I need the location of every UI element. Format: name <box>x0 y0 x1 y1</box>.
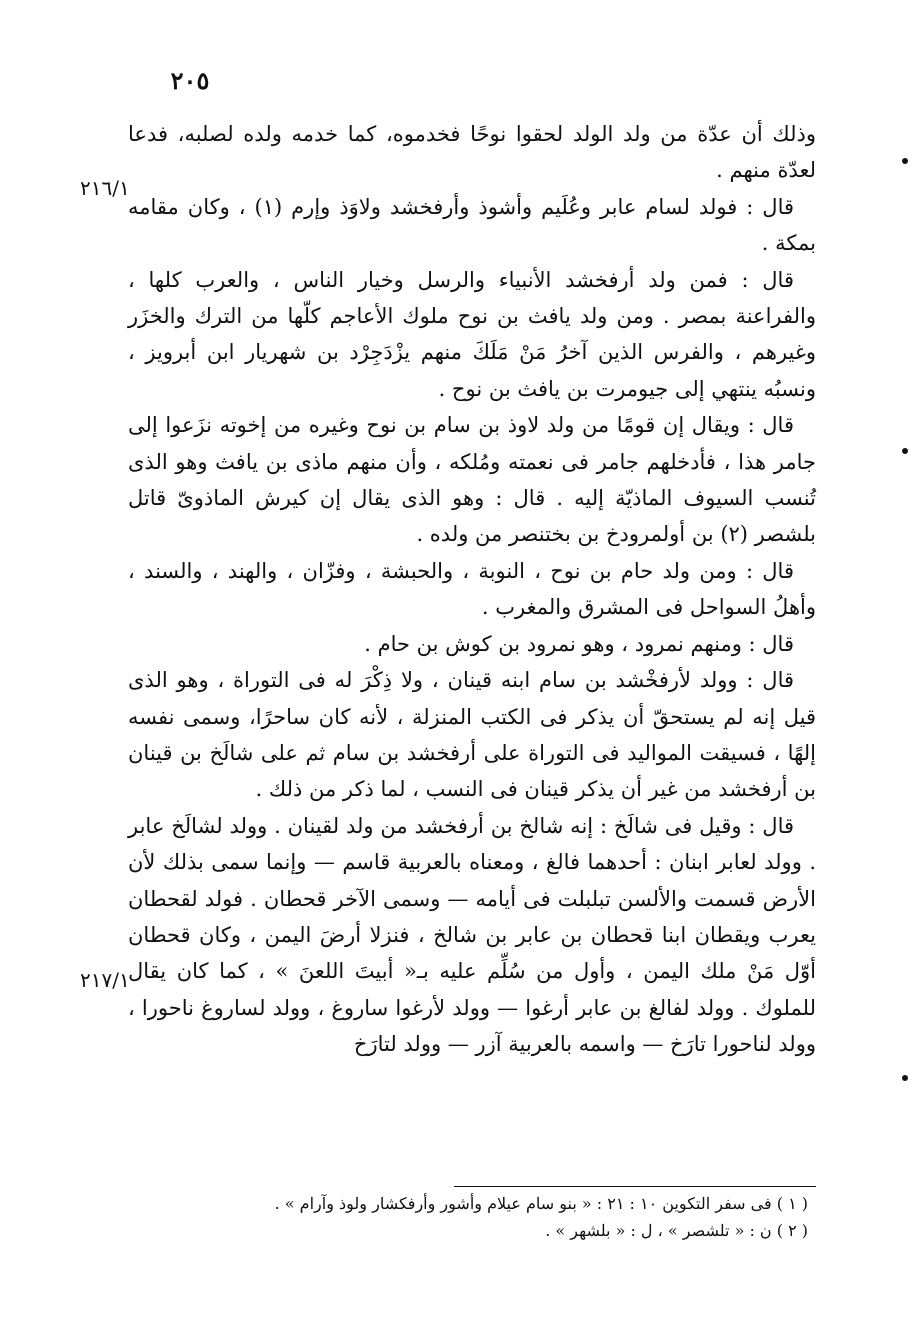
main-text <box>128 116 816 1063</box>
footnote: ( ٢ ) ن : « تلشصر » ، ل : « بلشهر » . <box>545 1221 808 1240</box>
paragraph: قال : فمن ولد أرفخشد الأنبياء والرسل وخيار الناس ، والعرب كلها ، والفراعنة بمصر . ومن ولد يافث بن نوح ملوك الأعاجم كلّها من الترك والخزَر وغيرهم ، والفرس الذين آخرُ مَنْ مَلَكَ منهم يزْدَجِرْد بن شهريار ابن أبرويز ، ونسبُه ينتهي إلى جيومرت بن يافث بن نوح . <box>128 267 816 401</box>
paragraph: قال : ومن ولد حام بن نوح ، النوبة ، والحبشة ، وفزّان ، والهند ، والسند ، وأهلُ السواحل فى المشرق والمغرب . <box>128 558 816 620</box>
margin-mark <box>902 158 908 164</box>
margin-mark <box>902 1075 908 1081</box>
paragraph: وذلك أن عدّة من ولد الولد لحقوا نوحًا فخدموه، كما خدمه ولده لصلبه، فدعا لعدّة منهم . <box>128 122 816 183</box>
page-number: ٢٠٥ <box>170 66 210 95</box>
paragraph: قال : وولد لأرفخْشد بن سام ابنه قينان ، ولا ذِكْرَ له فى التوراة ، وهو الذى قيل إنه لم يستحقّ أن يذكر فى الكتب المنزلة ، لأنه كان ساحرًا، وسمى نفسه إلهًا ، فسيقت المواليد فى التوراة على أرفخشد بن سام ثم على شالَخ بن قينان بن أرفخشد من غير أن يذكر قينان فى النسب ، لما ذكر من ذلك . <box>128 668 816 802</box>
paragraph: قال : وقيل فى شالَخ : إنه شالخ بن أرفخشد من ولد لقينان . وولد لشالَخ عابر . وولد لعابر ابنان : أحدهما فالغ ، ومعناه بالعربية قاسم — وإنما سمى بذلك لأن الأرض قسمت والألسن تبلبلت فى أيامه — وسمى الآخر قحطان . فولد لقحطان يعرب ويقطان ابنا قحطان بن عابر بن شالخ ، فنزلا أرضَ اليمن ، وكان قحطان أوّل مَنْ ملك اليمن ، وأول من سُلِّم عليه بـ« أبيتَ اللعنَ » ، كما كان يقال للملوك . وولد لفالغ بن عابر أرغوا — وولد لأرغوا ساروغ ، وولد لساروغ ناحورا ، وولد لناحورا تارَخ — واسمه بالعربية آزر — وولد لتارَخ <box>128 813 816 1057</box>
paragraph: قال : ويقال إن قومًا من ولد لاوذ بن سام بن نوح وغيره من إخوته نزَعوا إلى جامر هذا ، فأدخلهم جامر فى نعمته ومُلكه ، وأن منهم ماذى بن يافث وهو الذى تُنسب السيوف الماذيّة إليه . قال : وهو الذى يقال إن كيرش الماذوىّ قاتل بلشصر (٢) بن أولمرودخ بن بختنصر من ولده . <box>128 413 816 547</box>
paragraph: قال : فولد لسام عابر وعُلَيم وأشوذ وأرفخشد ولاوَذ وإرم (١) ، وكان مقامه بمكة . <box>128 194 816 256</box>
footnotes <box>128 1190 808 1244</box>
margin-reference: ٢١٦/١ <box>80 176 130 200</box>
footnote-divider <box>454 1186 816 1187</box>
footnote: ( ١ ) فى سفر التكوين ١٠ : ٢١ : « بنو سام عيلام وأشور وأرفكشار ولوذ وآرام » . <box>274 1194 808 1213</box>
paragraph: قال : ومنهم نمرود ، وهو نمرود بن كوش بن حام . <box>364 631 794 656</box>
margin-mark <box>902 448 908 454</box>
margin-reference: ٢١٧/١ <box>80 968 130 992</box>
